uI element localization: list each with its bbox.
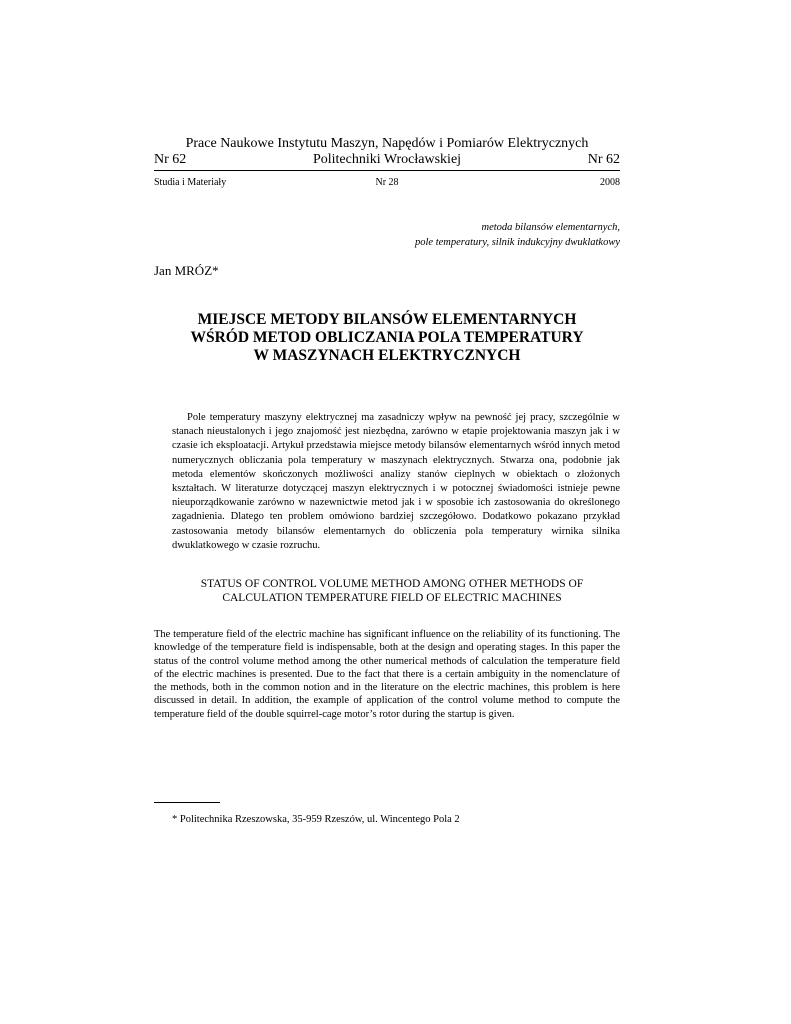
author-name: Jan MRÓZ* bbox=[154, 263, 219, 278]
title-line-2: WŚRÓD METOD OBLICZANIA POLA TEMPERATURY bbox=[190, 329, 584, 346]
issue-number-right: Nr 62 bbox=[587, 152, 620, 167]
keywords-line-1: metoda bilansów elementarnych, bbox=[481, 222, 620, 233]
title-line-1: MIEJSCE METODY BILANSÓW ELEMENTARNYCH bbox=[197, 311, 577, 328]
keywords-line-2: pole temperatury, silnik indukcyjny dwuklatkowy bbox=[415, 237, 620, 248]
keywords bbox=[154, 220, 620, 250]
english-title-line-1: STATUS OF CONTROL VOLUME METHOD AMONG OTHER METHODS OF bbox=[200, 578, 584, 590]
footnote-rule bbox=[154, 802, 220, 803]
series-row bbox=[154, 177, 620, 189]
journal-name-line2: Politechniki Wrocławskiej bbox=[312, 152, 462, 167]
english-title-line-2: CALCULATION TEMPERATURE FIELD OF ELECTRIC MACHINES bbox=[222, 592, 562, 604]
series-number: Nr 28 bbox=[375, 177, 399, 188]
abstract-english: The temperature field of the electric machine has significant influence on the reliability of its functioning. The knowledge of the temperature field is indispensable, both at the design and operating stages. In this paper the status of the control volume method among the other numerical methods of calculation the temperature field of the electric machines is presented. Due to the fact that there is a certain ambiguity in the nomenclature of the methods, both in the common notion and in the literature on the electric machines, this problem is here discussed in detail. In addition, the example of application of the control volume method to compute the temperature field of the double squirrel-cage motor’s rotor during the startup is given. bbox=[154, 629, 620, 720]
series-name: Studia i Materiały bbox=[154, 177, 227, 188]
publication-year: 2008 bbox=[600, 177, 620, 188]
english-title bbox=[172, 577, 612, 605]
abstract-polish: Pole temperatury maszyny elektrycznej ma zasadniczy wpływ na pewność jej pracy, szczególnie w stanach nieustalonych i jego znajomość jest niezbędna, zarówno w etapie projektowania maszyn jak i w czasie ich eksploatacji. Artykuł przedstawia miejsce metody bilansów elementarnych wśród innych metod numerycznych obliczania pola temperatury w maszynach elektrycznych. Stwarza ona, podobnie jak metoda elementów skończonych możliwości analizy stanów cieplnych w obiektach o złożonych kształtach. W literaturze dotyczącej maszyn elektrycznych i w potocznej świadomości istnieje pewne nieuporządkowanie zarówno w nazewnictwie metod jak i w sposobie ich zastosowania do określonego zagadnienia. Dlatego ten problem omówiono bardziej szczegółowo. Dodatkowo pokazano przykład zastosowania metody bilansów elementarnych do obliczenia pola temperatury wirnika silnika dwuklatkowego w czasie rozruchu. bbox=[172, 412, 620, 551]
paper-title bbox=[154, 311, 620, 365]
journal-header-row bbox=[154, 152, 620, 168]
journal-name-line1: Prace Naukowe Instytutu Maszyn, Napędów i Pomiarów Elektrycznych bbox=[185, 136, 589, 151]
issue-number-left: Nr 62 bbox=[154, 152, 187, 167]
title-line-3: W MASZYNACH ELEKTRYCZNYCH bbox=[253, 347, 521, 364]
footnote-affiliation: * Politechnika Rzeszowska, 35-959 Rzeszów, ul. Wincentego Pola 2 bbox=[172, 814, 460, 825]
header-rule bbox=[154, 170, 620, 171]
